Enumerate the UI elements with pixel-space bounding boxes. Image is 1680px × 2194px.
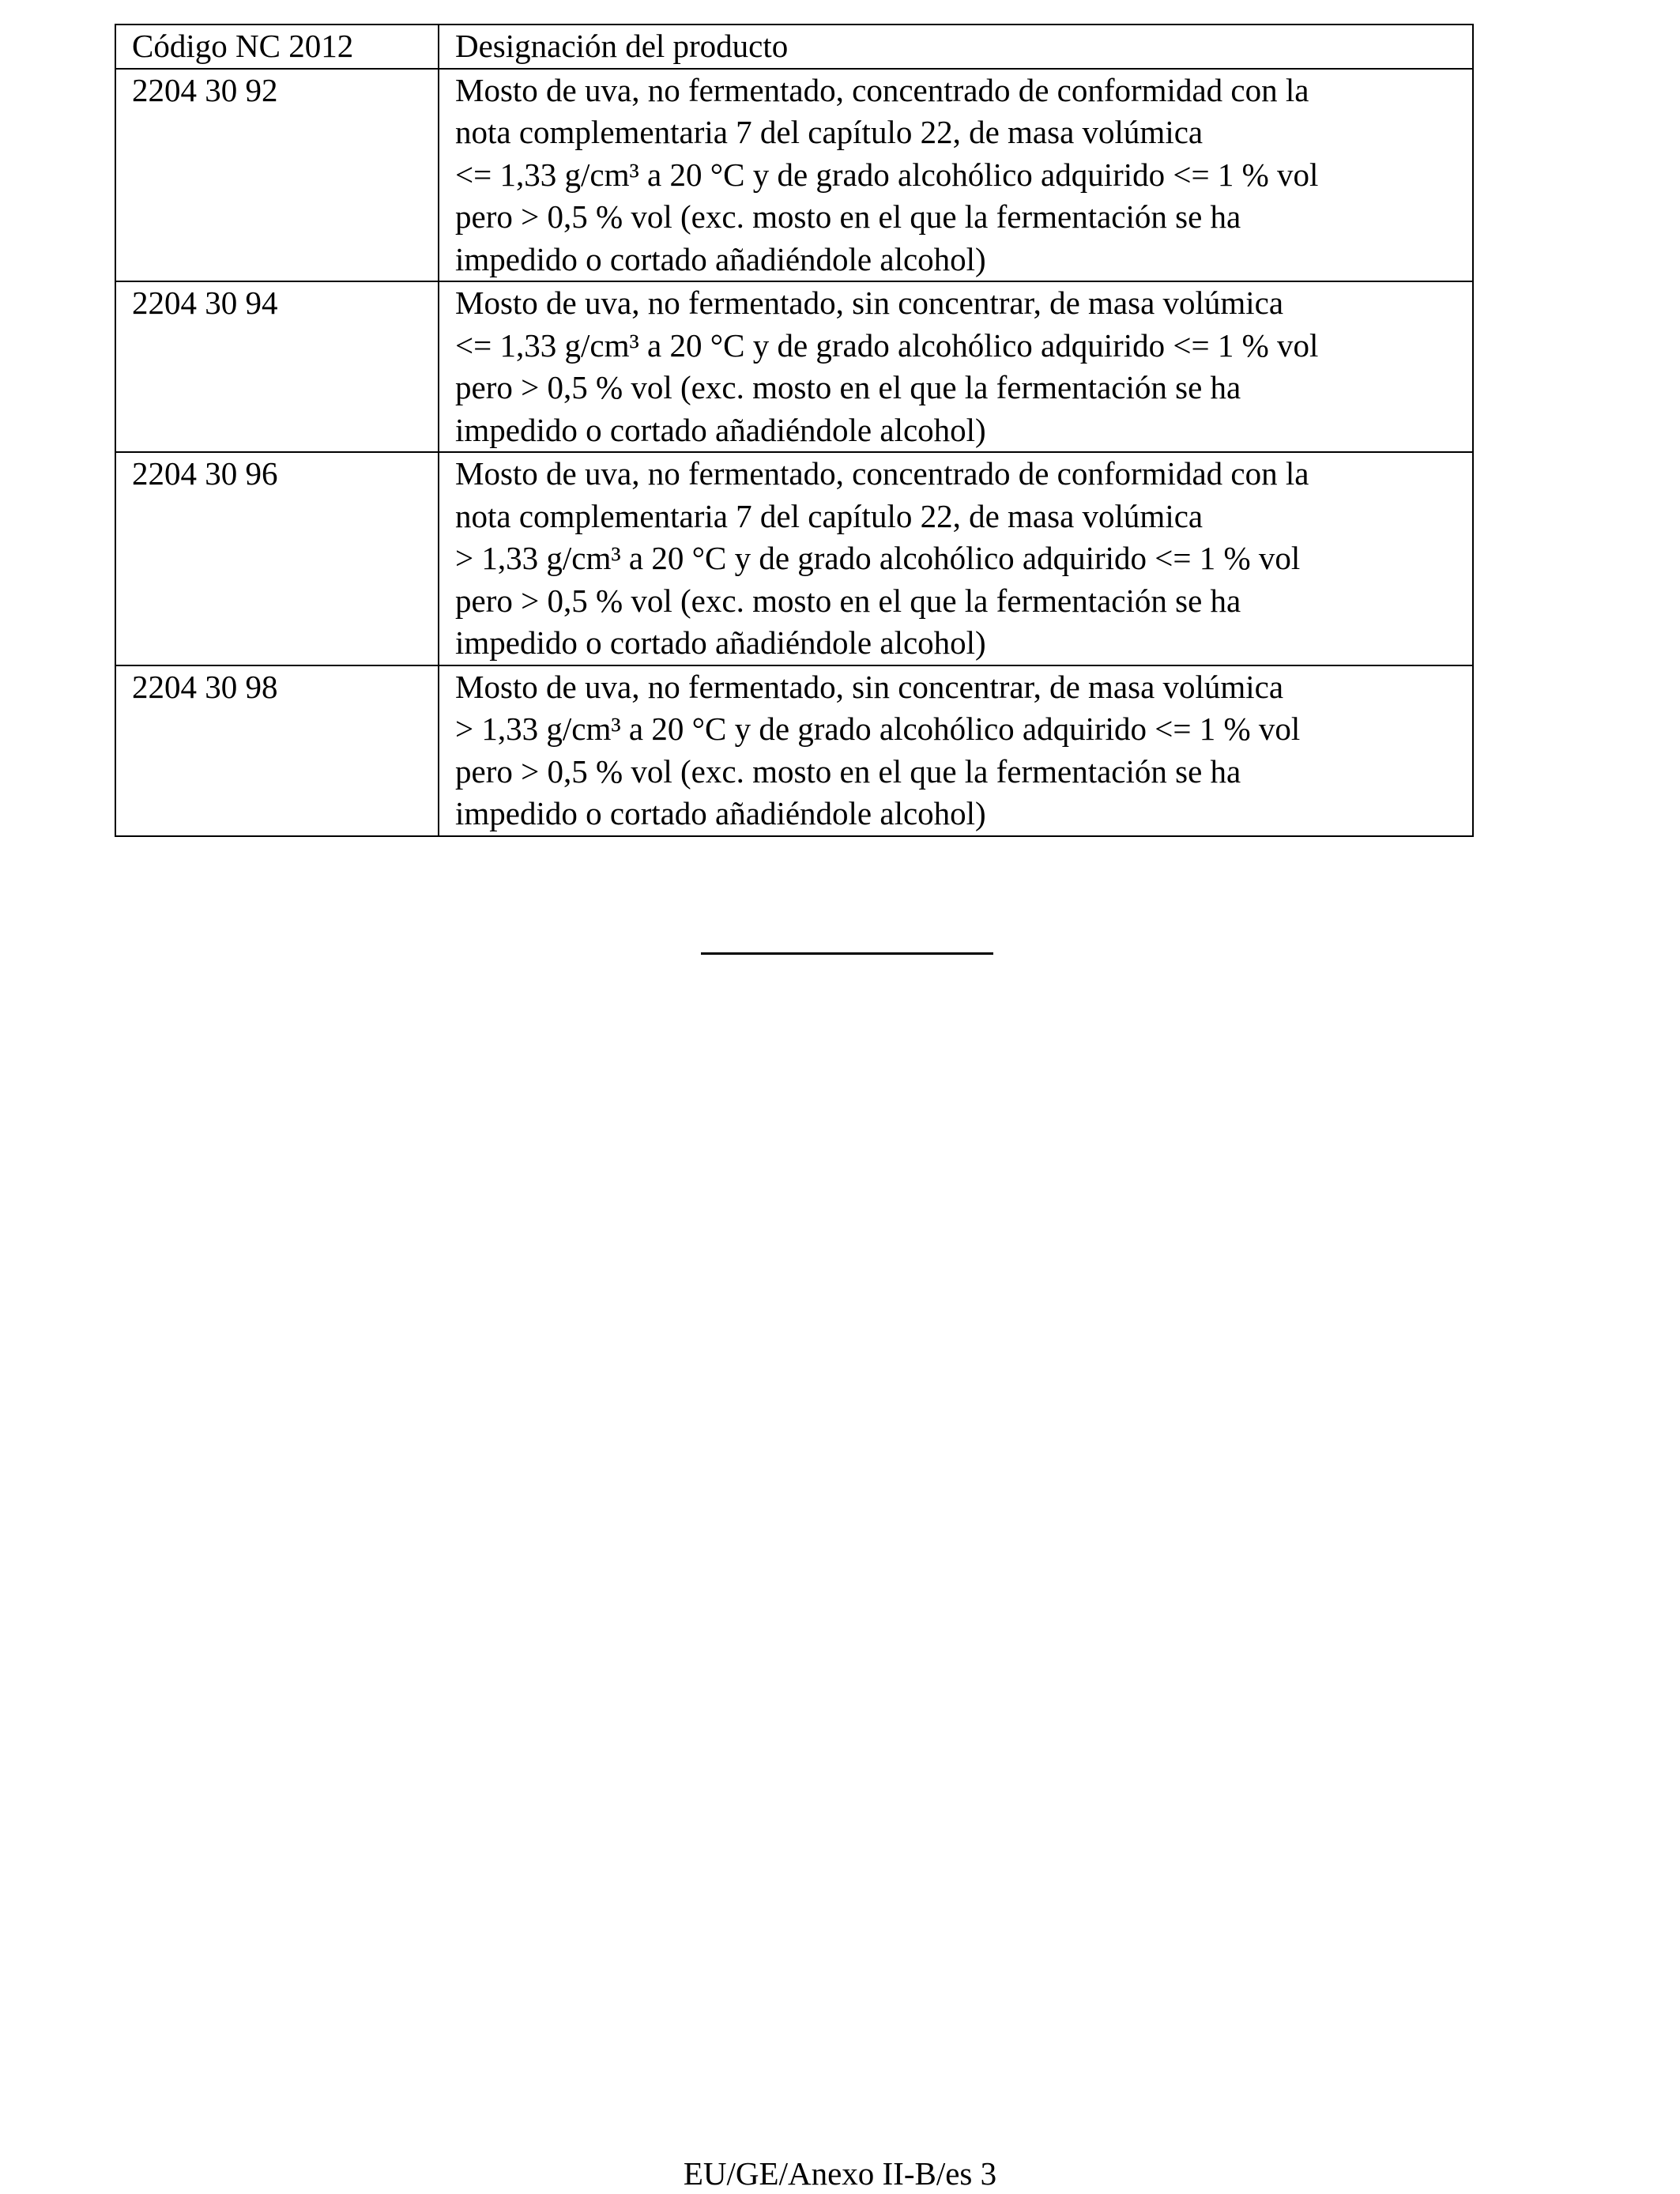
header-designation-cell: Designación del producto (439, 25, 1473, 69)
designation-line: Mosto de uva, no fermentado, sin concentrar, de masa volúmica (455, 285, 1284, 321)
designation-line: <= 1,33 g/cm³ a 20 °C y de grado alcohólico adquirido <= 1 % vol (455, 326, 1319, 364)
designation-cell (439, 69, 1473, 282)
code-cell: 2204 30 92 (115, 69, 439, 282)
designation-line: Mosto de uva, no fermentado, sin concentrar, de masa volúmica (455, 668, 1284, 705)
table-row (115, 665, 1473, 836)
designation-line: > 1,33 g/cm³ a 20 °C y de grado alcohólico adquirido <= 1 % vol (455, 540, 1301, 576)
page-footer-reference: EU/GE/Anexo II-B/es 3 (683, 2155, 997, 2192)
code-cell: 2204 30 94 (115, 281, 439, 452)
code-cell: 2204 30 98 (115, 665, 439, 836)
code-cell: 2204 30 96 (115, 452, 439, 665)
end-of-annex-rule (701, 952, 993, 955)
designation-line: Mosto de uva, no fermentado, concentrado de conformidad con la (455, 71, 1309, 108)
designation-cell (439, 281, 1473, 452)
designation-line: pero > 0,5 % vol (exc. mosto en el que la fermentación se ha (455, 752, 1241, 790)
table-row (115, 69, 1473, 282)
designation-cell (439, 452, 1473, 665)
table-header-row (115, 25, 1473, 69)
designation-line: pero > 0,5 % vol (exc. mosto en el que la fermentación se ha (455, 582, 1241, 619)
table-row (115, 281, 1473, 452)
designation-line: impedido o cortado añadiéndole alcohol) (455, 795, 986, 831)
product-code-table (115, 24, 1474, 837)
designation-line: Mosto de uva, no fermentado, concentrado de conformidad con la (455, 455, 1309, 492)
designation-line: pero > 0,5 % vol (exc. mosto en el que la fermentación se ha (455, 198, 1241, 235)
designation-line: > 1,33 g/cm³ a 20 °C y de grado alcohólico adquirido <= 1 % vol (455, 711, 1301, 747)
designation-line: nota complementaria 7 del capítulo 22, de masa volúmica (455, 114, 1203, 150)
designation-line: impedido o cortado añadiéndole alcohol) (455, 240, 986, 277)
header-code-cell: Código NC 2012 (115, 25, 439, 69)
designation-line: <= 1,33 g/cm³ a 20 °C y de grado alcohólico adquirido <= 1 % vol (455, 156, 1319, 193)
designation-line: impedido o cortado añadiéndole alcohol) (455, 411, 986, 448)
designation-line: impedido o cortado añadiéndole alcohol) (455, 624, 986, 661)
designation-cell (439, 665, 1473, 836)
table-row (115, 452, 1473, 665)
designation-line: nota complementaria 7 del capítulo 22, de masa volúmica (455, 497, 1203, 534)
designation-line: pero > 0,5 % vol (exc. mosto en el que la fermentación se ha (455, 369, 1241, 405)
